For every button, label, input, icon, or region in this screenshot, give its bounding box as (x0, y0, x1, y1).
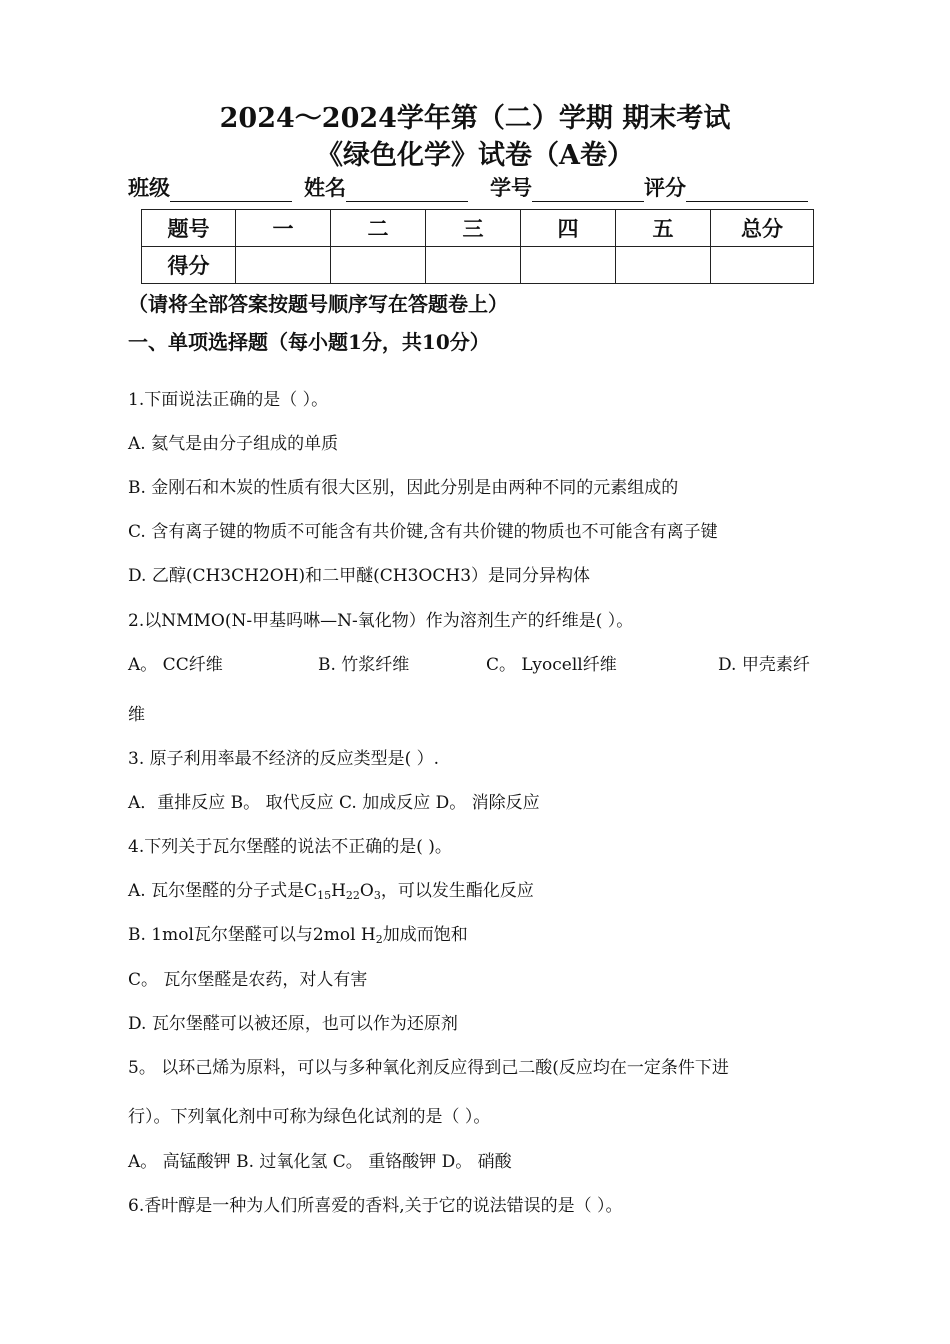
question-1-stem: 1.下面说法正确的是（ ）。 (128, 390, 329, 410)
class-label: 班级 (128, 175, 170, 200)
score-table-score-row (142, 247, 814, 284)
score-table-cell: 五 (616, 210, 711, 247)
question-4-option-c: C。 瓦尔堡醛是农药，对人有害 (128, 970, 368, 990)
q4-a-subscript: 22 (345, 889, 360, 902)
score-cell[interactable] (331, 247, 426, 284)
question-2-option-d: D. 甲壳素纤 (718, 655, 810, 675)
score-cell[interactable] (236, 247, 331, 284)
question-5-stem: 5。 以环己烯为原料，可以与多种氧化剂反应得到己二酸(反应均在一定条件下进 (128, 1058, 729, 1078)
score-row-label: 得分 (142, 247, 236, 284)
question-2-option-a: A。 CC纤维 (128, 655, 223, 675)
question-3-stem: 3. 原子利用率最不经济的反应类型是( ）. (128, 749, 440, 769)
q4-a-subscript: 15 (317, 889, 332, 902)
name-blank[interactable] (346, 179, 468, 202)
question-2-stem: 2.以NMMO(N-甲基吗啉—N-氧化物）作为溶剂生产的纤维是( ）。 (128, 611, 634, 631)
question-4-option-d: D. 瓦尔堡醛可以被还原，也可以作为还原剂 (128, 1014, 458, 1034)
question-5-options: A。 高锰酸钾 B. 过氧化氢 C。 重铬酸钾 D。 硝酸 (128, 1152, 512, 1172)
score-cell[interactable] (426, 247, 521, 284)
q4-b-subscript: 2 (375, 933, 383, 946)
question-1-option-c: C. 含有离子键的物质不可能含有共价键,含有共价键的物质也不可能含有离子键 (128, 522, 718, 542)
score-cell[interactable] (616, 247, 711, 284)
score-cell[interactable] (521, 247, 616, 284)
score-table (141, 209, 814, 284)
answer-note: （请将全部答案按题号顺序写在答题卷上） (128, 292, 508, 316)
question-4-stem: 4.下列关于瓦尔堡醛的说法不正确的是( )。 (128, 837, 452, 857)
question-1-option-d: D. 乙醇(CH3CH2OH)和二甲醚(CH3OCH3）是同分异构体 (128, 566, 591, 586)
q4-b-text: 加成而饱和 (382, 925, 468, 945)
score-table-cell: 二 (331, 210, 426, 247)
question-4-option-a (128, 876, 534, 902)
student-id-label: 学号 (490, 175, 532, 200)
question-2-option-d-wrap: 维 (128, 705, 145, 725)
q4-a-text: ，可以发生酯化反应 (380, 881, 534, 901)
section-heading: 一、单项选择题（每小题1分，共10分） (128, 330, 490, 354)
name-label: 姓名 (304, 175, 346, 200)
score-cell[interactable] (711, 247, 814, 284)
q4-a-text: H (331, 881, 346, 901)
grade-blank[interactable] (686, 179, 808, 202)
question-1-option-a: A. 氦气是由分子组成的单质 (128, 434, 339, 454)
question-4-option-b (128, 920, 468, 946)
score-table-cell: 四 (521, 210, 616, 247)
q4-a-text: A. 瓦尔堡醛的分子式是C (128, 881, 318, 901)
question-3-options: A．重排反应 B。 取代反应 C. 加成反应 D。 消除反应 (128, 793, 540, 813)
student-info-fields (128, 172, 808, 202)
q4-a-subscript: 3 (373, 889, 381, 902)
score-table-header-row (142, 210, 814, 247)
score-table-cell: 总分 (711, 210, 814, 247)
question-6-stem: 6.香叶醇是一种为人们所喜爱的香料,关于它的说法错误的是（ ）。 (128, 1196, 623, 1216)
question-2-option-c: C。 Lyocell纤维 (486, 655, 617, 675)
question-2-option-b: B. 竹浆纤维 (318, 655, 410, 675)
student-id-blank[interactable] (532, 179, 644, 202)
q4-a-text: O (359, 881, 374, 901)
score-table-cell: 三 (426, 210, 521, 247)
score-table-cell: 一 (236, 210, 331, 247)
q4-b-text: B. 1mol瓦尔堡醛可以与2mol H (128, 925, 376, 945)
class-blank[interactable] (170, 179, 292, 202)
exam-title: 2024～2024学年第（二）学期 期末考试 (219, 103, 731, 134)
question-1-option-b: B. 金刚石和木炭的性质有很大区别，因此分别是由两种不同的元素组成的 (128, 478, 679, 498)
exam-subtitle: 《绿色化学》试卷（A卷） (316, 140, 634, 171)
question-5-stem-wrap: 行）。下列氧化剂中可称为绿色化试剂的是（ ）。 (128, 1107, 491, 1127)
score-table-cell: 题号 (142, 210, 236, 247)
grade-label: 评分 (644, 175, 686, 200)
